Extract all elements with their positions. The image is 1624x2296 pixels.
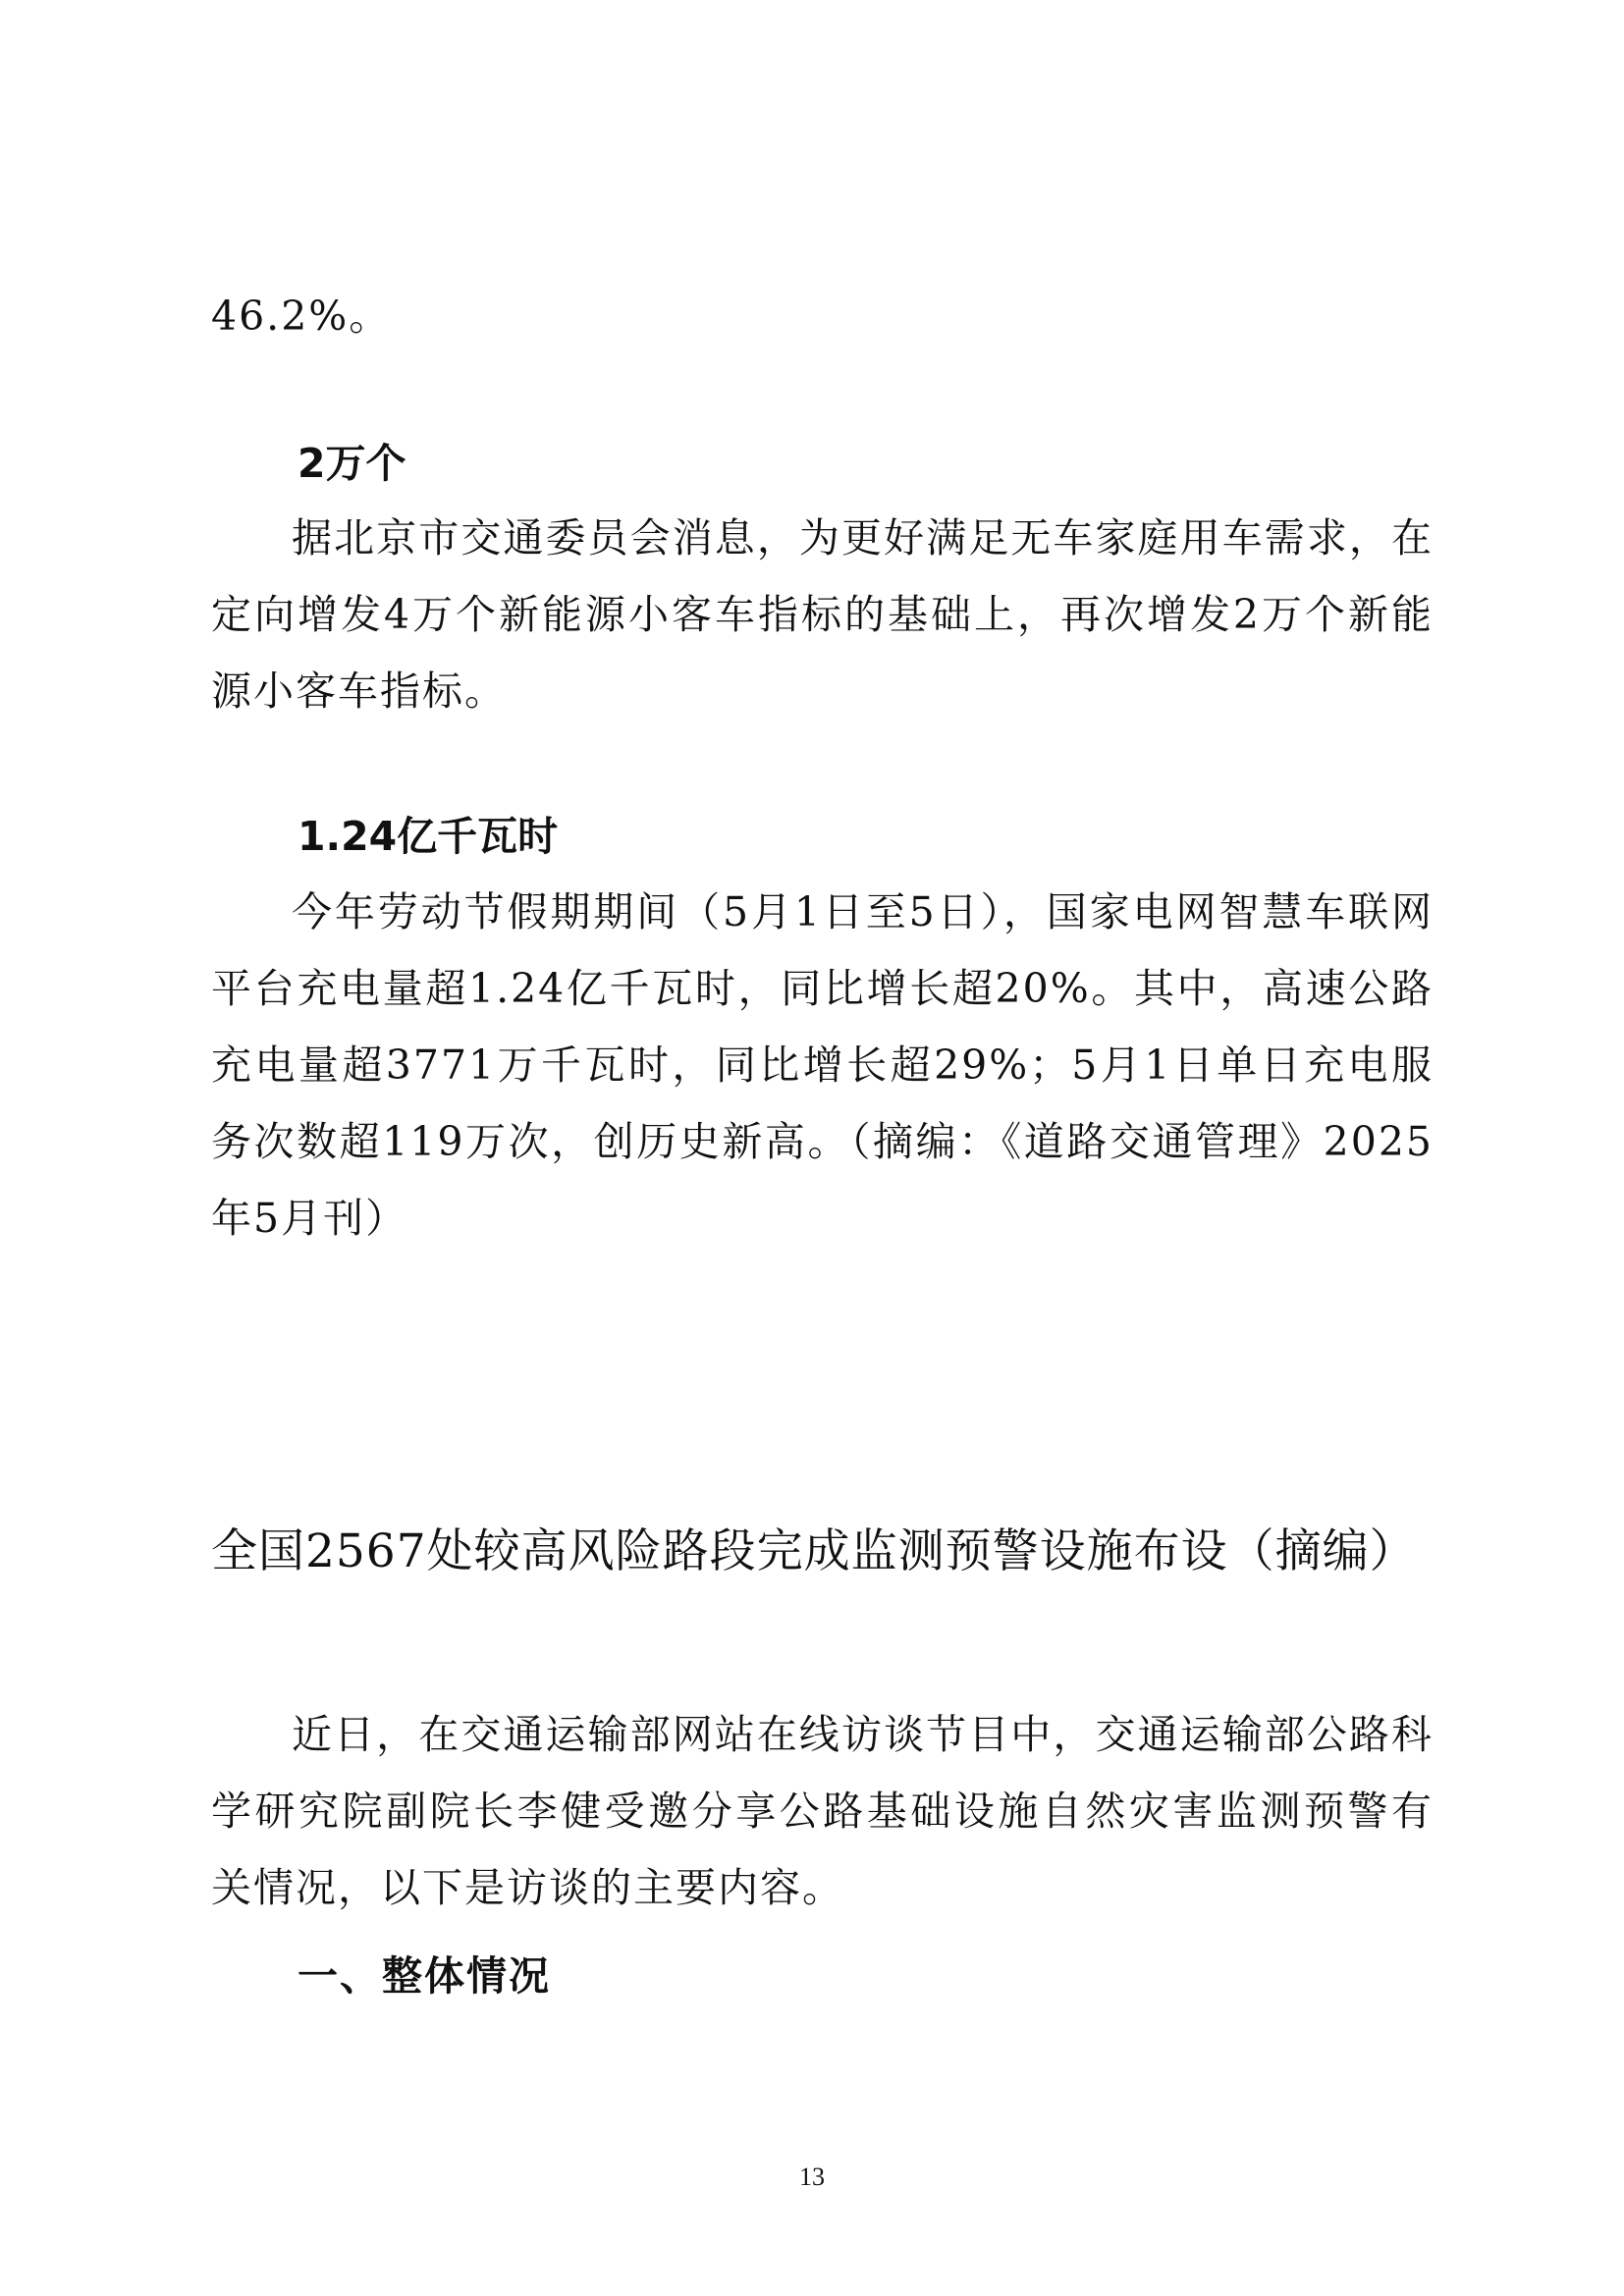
page-number: 13	[799, 2163, 825, 2191]
section-heading-2-wan: 2万个	[298, 440, 406, 487]
article-section-heading: 一、整体情况	[298, 1952, 551, 2000]
section-body-2-wan: 据北京市交通委员会消息，为更好满足无车家庭用车需求，在定向增发4万个新能源小客车指标的基础上，再次增发2万个新能源小客车指标。	[211, 514, 1434, 715]
continuation-text: 46.2%。	[211, 293, 392, 340]
section-heading-124-yi: 1.24亿千瓦时	[298, 813, 559, 860]
section-body-124-yi: 今年劳动节假期期间（5月1日至5日），国家电网智慧车联网平台充电量超1.24亿千瓦时，同比增长超20%。其中，高速公路充电量超3771万千瓦时，同比增长超29%；5月1日单日充电服务次数超119万次，创历史新高。（摘编：《道路交通管理》2025年5月刊）	[211, 888, 1434, 1242]
article-title: 全国2567处较高风险路段完成监测预警设施布设（摘编）	[211, 1524, 1417, 1578]
article-intro: 近日，在交通运输部网站在线访谈节目中，交通运输部公路科学研究院副院长李健受邀分享公路基础设施自然灾害监测预警有关情况，以下是访谈的主要内容。	[211, 1711, 1434, 1911]
